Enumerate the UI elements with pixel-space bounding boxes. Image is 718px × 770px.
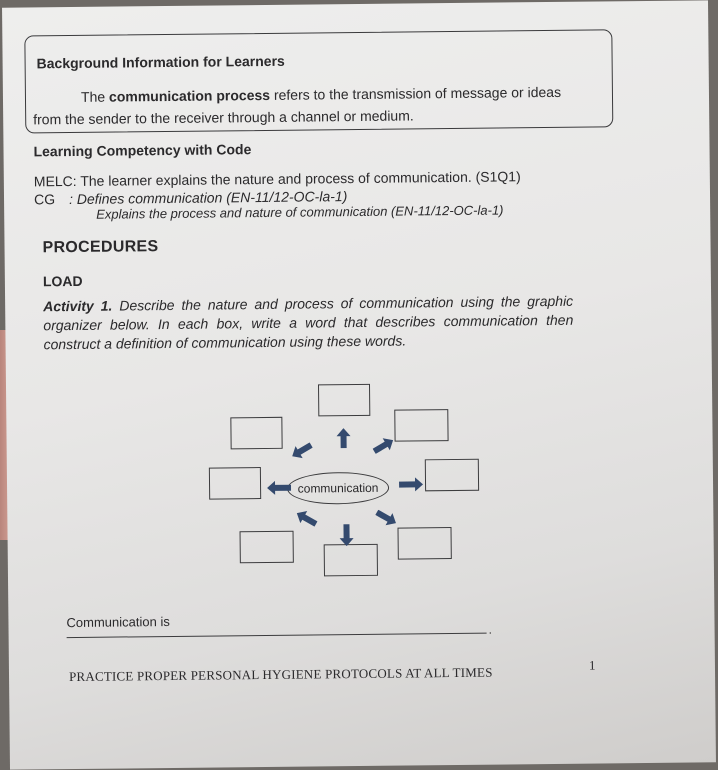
load-subheading: LOAD	[42, 272, 83, 290]
completion-end-mark: .	[488, 622, 492, 637]
background-title: Background Information for Learners	[36, 52, 285, 72]
bg-text-bold: communication process	[108, 86, 271, 105]
answer-box-upper-left[interactable]	[230, 417, 282, 450]
worksheet-page	[2, 0, 716, 769]
activity-instructions	[43, 292, 574, 355]
page-number: 1	[588, 657, 596, 673]
answer-box-lower-right[interactable]	[397, 527, 451, 560]
activity-text: Describe the nature and process of communication using the graphic organizer below. In each box, write a word that describes communication then construct a definition of communication using these words.	[43, 292, 574, 353]
arrow-up-right-icon	[373, 438, 395, 454]
bg-text-pre: The	[80, 88, 110, 105]
cg-line2: Explains the process and nature of communication (EN-11/12-OC-la-1)	[96, 202, 504, 222]
arrow-left-icon	[267, 481, 291, 495]
cg-text1: : Defines communication (EN-11/12-OC-la-1)	[68, 188, 348, 208]
cg-label: CG	[33, 191, 56, 208]
arrow-right-icon	[399, 477, 423, 491]
activity-label: Activity 1.	[43, 297, 113, 315]
graphic-organizer	[186, 362, 508, 585]
completion-answer-line[interactable]	[67, 633, 487, 638]
completion-prompt: Communication is	[66, 613, 170, 631]
arrow-up-icon	[336, 428, 350, 448]
arrow-down-right-icon	[375, 510, 397, 526]
answer-box-right[interactable]	[425, 459, 479, 492]
answer-box-upper-right[interactable]	[394, 409, 448, 442]
answer-box-top[interactable]	[318, 384, 370, 417]
answer-box-lower-left[interactable]	[240, 531, 294, 564]
answer-box-left[interactable]	[209, 467, 261, 500]
melc-text: MELC: The learner explains the nature and process of communication. (S1Q1)	[33, 168, 521, 190]
arrow-down-left-icon	[295, 510, 317, 526]
competency-title: Learning Competency with Code	[33, 141, 252, 160]
arrow-up-left-icon	[291, 442, 313, 458]
bg-text-post: refers to the transmission of message or ideas	[269, 83, 562, 103]
footer-text: PRACTICE PROPER PERSONAL HYGIENE PROTOCOLS AT ALL TIMES	[68, 664, 493, 685]
arrow-down-icon	[339, 524, 353, 546]
background-text-line2: from the sender to the receiver through a channel or medium.	[33, 107, 414, 128]
answer-box-bottom[interactable]	[324, 544, 378, 577]
center-communication-oval: communication	[287, 472, 389, 505]
procedures-heading: PROCEDURES	[42, 238, 159, 257]
